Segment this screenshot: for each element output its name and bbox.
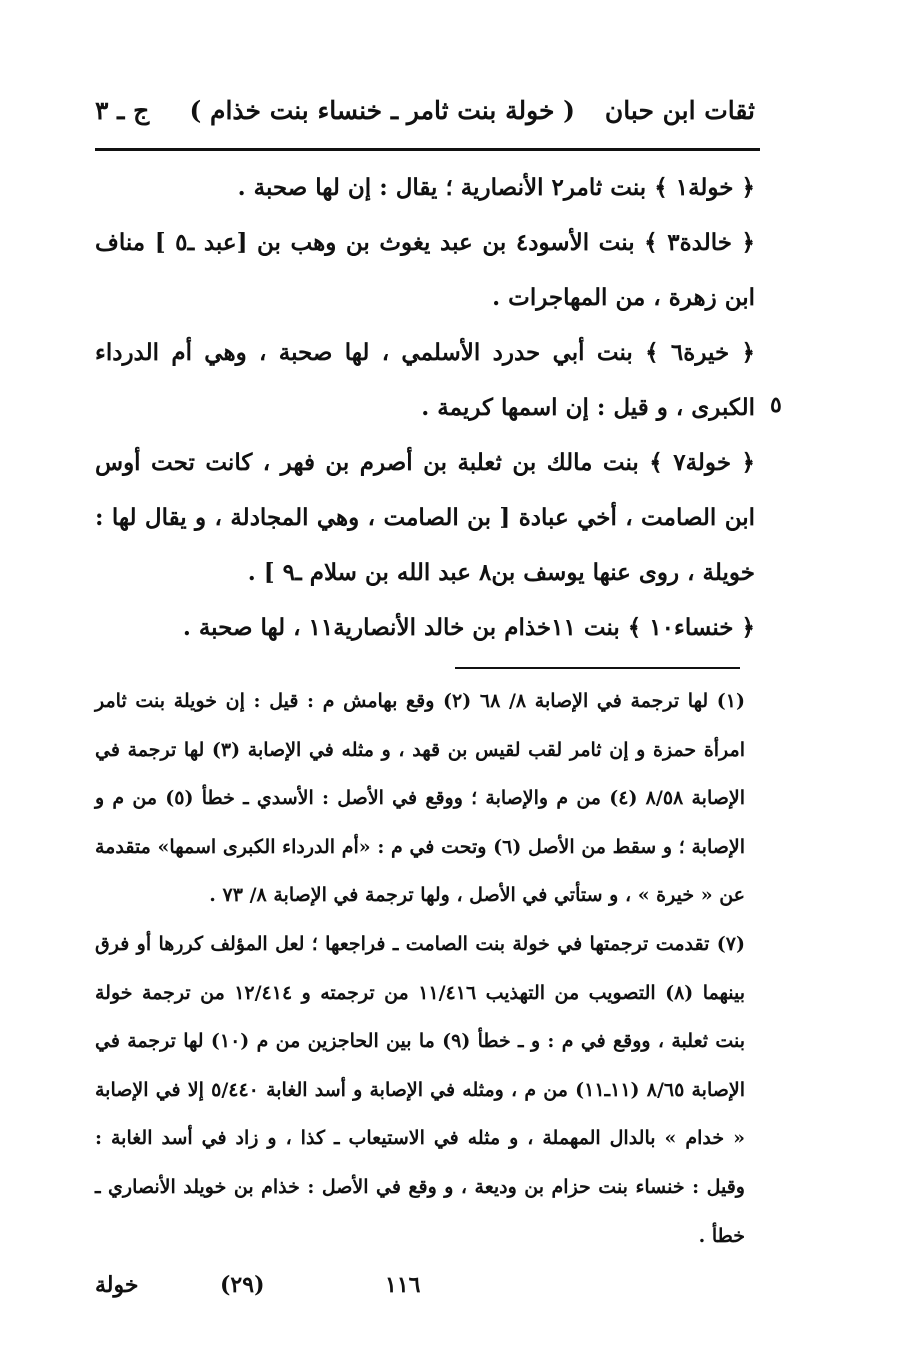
entry-khansa: ﴿ خنساء١٠ ﴾ بنت ١١خذام بن خالد الأنصارية١١ ، لها صحبة .	[182, 614, 755, 641]
main-text	[95, 160, 755, 655]
header-rule	[95, 148, 760, 151]
running-header	[95, 90, 755, 138]
entry-khawla-bint-malik: ﴿ خولة٧ ﴾ بنت مالك بن ثعلبة بن أصرم بن فهر ، كانت تحت أوس ابن الصامت ، أخي عبادة [ بن الصامت ، وهي المجادلة ، و يقال لها : خويلة ، روى عنها يوسف بن٨ عبد الله بن سلام ـ٩ ] .	[95, 449, 755, 586]
entry-khayra: ﴿ خيرة٦ ﴾ بنت أبي حدرد الأسلمي ، لها صحبة ، وهي أم الدرداء الكبرى ، و قيل : إن اسمها كريمة .	[95, 339, 755, 421]
signature-mark: (٢٩)	[220, 1272, 265, 1298]
book-title: ثقات ابن حبان	[604, 96, 755, 125]
section-topic: ( خولة بنت ثامر ـ خنساء بنت خذام )	[189, 96, 575, 125]
page-footer	[95, 1272, 755, 1312]
volume-label: ج ـ ٣	[95, 96, 150, 125]
entry-khalida: ﴿ خالدة٣ ﴾ بنت الأسود٤ بن عبد يغوث بن وهب بن [عبد ـ٥ ] مناف ابن زهرة ، من المهاجرات .	[95, 229, 756, 311]
footnote-block: (٧) تقدمت ترجمتها في خولة بنت الصامت ـ فراجعها ؛ لعل المؤلف كررها أو فرق بينهما (٨) التصويب من التهذيب ١١/٤١٦ من ترجمته و ١٢/٤١٤ من ترجمة خولة بنت ثعلبة ، ووقع في م : و ـ خطأ (٩) ما بين الحاجزين من م (١٠) لها ترجمة في الإصابة ٨/٦٥ (١١ـ١١) من م ، ومثله في الإصابة و أسد الغابة ٥/٤٤٠ إلا في الإصابة « خدام » بالدال المهملة ، و مثله في الاستيعاب ـ كذا ، و زاد في أسد الغابة : وقيل : خنساء بنت حزام بن وديعة ، و وقع في الأصل : خذام بن خويلد الأنصاري ـ خطأ .	[95, 932, 746, 1247]
footnote-rule	[455, 667, 740, 669]
line-number-marker: ٥	[770, 392, 782, 418]
footnote-block: (١) لها ترجمة في الإصابة ٨/ ٦٨ (٢) وقع بهامش م : قيل : إن خويلة بنت ثامر امرأة حمزة و إن ثامر لقب لقيس بن قهد ، و مثله في الإصابة (٣) لها ترجمة في الإصابة ٨/٥٨ (٤) من م والإصابة ؛ ووقع في الأصل : الأسدي ـ خطأ (٥) من م و الإصابة ؛ و سقط من الأصل (٦) وتحت في م : «أم الدرداء الكبرى اسمها» متقدمة عن « خيرة » ، و ستأتي في الأصل ، ولها ترجمة في الإصابة ٨/ ٧٣ .	[95, 690, 745, 907]
page-number: ١١٦	[385, 1272, 421, 1298]
entry-khawla-bint-thamir: ﴿ خولة١ ﴾ بنت ثامر٢ الأنصارية ؛ يقال : إن لها صحبة .	[237, 174, 755, 201]
footnotes	[95, 677, 745, 1260]
catchword: خولة	[95, 1272, 139, 1298]
